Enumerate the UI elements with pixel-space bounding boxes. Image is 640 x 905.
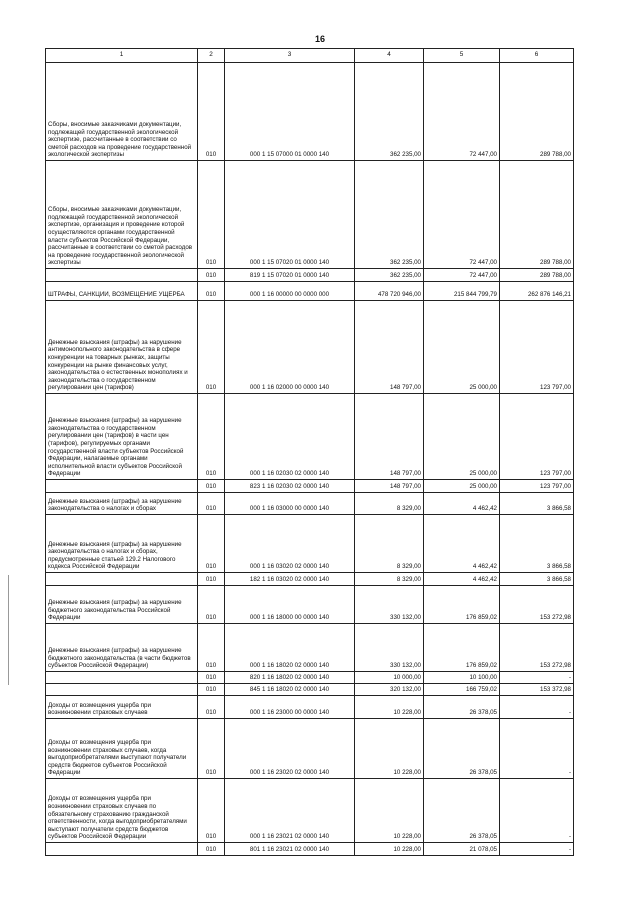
table-row: [46, 394, 574, 480]
row-value-col5: 176 859,02: [424, 624, 500, 672]
row-value-col6: 3 866,58: [500, 515, 574, 573]
row-value-col5: 10 100,00: [424, 672, 500, 684]
row-value-col5: 166 759,02: [424, 684, 500, 696]
row-value-col6: 153 272,98: [500, 586, 574, 624]
row-value-col6: 3 866,58: [500, 493, 574, 515]
row-value-col5: 4 462,42: [424, 573, 500, 586]
row-name: [46, 684, 198, 696]
row-budget-code: 000 1 16 18000 00 0000 140: [225, 586, 355, 624]
row-name: Денежные взыскания (штрафы) за нарушение законодательства о налогах и сборах: [46, 493, 198, 515]
row-name: Денежные взыскания (штрафы) за нарушение законодательства о налогах и сборах, предусмотренные статьей 129.2 Налогового кодекса Российской Федерации: [46, 515, 198, 573]
row-value-col4: 330 132,00: [355, 624, 424, 672]
row-name: Денежные взыскания (штрафы) за нарушение бюджетного законодательства (в части бюджетов субъектов Российской Федерации): [46, 624, 198, 672]
row-value-col4: 362 235,00: [355, 63, 424, 161]
row-value-col5: 26 378,05: [424, 779, 500, 843]
table-row: [46, 269, 574, 282]
row-value-col5: 215 844 799,79: [424, 282, 500, 301]
row-name: ШТРАФЫ, САНКЦИИ, ВОЗМЕЩЕНИЕ УЩЕРБА: [46, 282, 198, 301]
table-row: [46, 573, 574, 586]
table-row: [46, 779, 574, 843]
row-line-code: 010: [198, 394, 225, 480]
row-name: Доходы от возмещения ущерба при возникновении страховых случаев по обязательному страхованию гражданской ответственности, когда выгодоприобретателями выступают получатели средств бюджетов субъектов Российской Федерации: [46, 779, 198, 843]
row-budget-code: 000 1 16 23000 00 0000 140: [225, 696, 355, 719]
row-value-col6: -: [500, 696, 574, 719]
row-value-col4: 478 720 946,00: [355, 282, 424, 301]
row-value-col5: 26 378,05: [424, 719, 500, 779]
table-row: [46, 696, 574, 719]
row-value-col4: 10 228,00: [355, 696, 424, 719]
row-budget-code: 000 1 15 07020 01 0000 140: [225, 161, 355, 269]
row-line-code: 010: [198, 63, 225, 161]
row-value-col4: 8 329,00: [355, 493, 424, 515]
column-header: 5: [424, 49, 500, 63]
row-value-col4: 362 235,00: [355, 161, 424, 269]
row-value-col6: 289 788,00: [500, 63, 574, 161]
row-value-col5: 25 000,00: [424, 394, 500, 480]
row-line-code: 010: [198, 269, 225, 282]
row-budget-code: 182 1 16 03020 02 0000 140: [225, 573, 355, 586]
row-value-col5: 176 859,02: [424, 586, 500, 624]
row-value-col4: 8 329,00: [355, 573, 424, 586]
row-name: [46, 672, 198, 684]
column-header: 3: [225, 49, 355, 63]
row-value-col4: 10 228,00: [355, 719, 424, 779]
row-value-col6: -: [500, 779, 574, 843]
row-budget-code: 823 1 16 02030 02 0000 140: [225, 480, 355, 493]
table-row: [46, 684, 574, 696]
row-value-col4: 148 797,00: [355, 301, 424, 394]
row-name: Сборы, вносимые заказчиками документации, подлежащей государственной экологической экспертизе, рассчитанные в соответствии со сметой расходов на проведение государственной экологической экспертизы: [46, 63, 198, 161]
table-row: [46, 672, 574, 684]
row-name: Сборы, вносимые заказчиками документации, подлежащей государственной экологической экспертизе, организация и проведение которой осуществляются органами государственной власти субъектов Российской Федерации, рассчитанные в соответствии со сметой расходов на проведение государственной экологической экспертизы: [46, 161, 198, 269]
row-budget-code: 000 1 16 23020 02 0000 140: [225, 719, 355, 779]
column-header: 4: [355, 49, 424, 63]
table-row: [46, 624, 574, 672]
row-line-code: 010: [198, 301, 225, 394]
table-row: [46, 586, 574, 624]
row-line-code: 010: [198, 586, 225, 624]
row-budget-code: 000 1 16 03000 00 0000 140: [225, 493, 355, 515]
row-name: Денежные взыскания (штрафы) за нарушение бюджетного законодательства Российской Федерации: [46, 586, 198, 624]
row-budget-code: 000 1 16 03020 02 0000 140: [225, 515, 355, 573]
row-budget-code: 000 1 16 23021 02 0000 140: [225, 779, 355, 843]
row-value-col4: 10 000,00: [355, 672, 424, 684]
row-line-code: 010: [198, 624, 225, 672]
row-value-col4: 320 132,00: [355, 684, 424, 696]
row-value-col6: 123 797,00: [500, 394, 574, 480]
row-line-code: 010: [198, 719, 225, 779]
row-value-col4: 10 228,00: [355, 843, 424, 856]
row-line-code: 010: [198, 161, 225, 269]
row-value-col5: 25 000,00: [424, 480, 500, 493]
row-value-col4: 362 235,00: [355, 269, 424, 282]
row-name: [46, 269, 198, 282]
row-value-col4: 148 797,00: [355, 394, 424, 480]
report-table: [45, 48, 574, 856]
row-line-code: 010: [198, 779, 225, 843]
row-budget-code: 000 1 16 02030 02 0000 140: [225, 394, 355, 480]
row-line-code: 010: [198, 684, 225, 696]
row-budget-code: 819 1 15 07020 01 0000 140: [225, 269, 355, 282]
row-value-col5: 4 462,42: [424, 493, 500, 515]
row-value-col6: 123 797,00: [500, 480, 574, 493]
row-value-col4: 148 797,00: [355, 480, 424, 493]
row-budget-code: 000 1 15 07000 01 0000 140: [225, 63, 355, 161]
table-row: [46, 301, 574, 394]
row-value-col4: 330 132,00: [355, 586, 424, 624]
row-value-col5: 72 447,00: [424, 161, 500, 269]
row-name: Денежные взыскания (штрафы) за нарушение законодательства о государственном регулировании цен (тарифов) в части цен (тарифов), регулируемых органами государственной власти субъектов Российской Федерации, налагаемые органами исполнительной власти субъектов Российской Федерации: [46, 394, 198, 480]
row-value-col5: 72 447,00: [424, 63, 500, 161]
table-row: [46, 282, 574, 301]
row-name: Доходы от возмещения ущерба при возникновении страховых случаев: [46, 696, 198, 719]
row-value-col6: 262 876 146,21: [500, 282, 574, 301]
row-value-col6: 289 788,00: [500, 269, 574, 282]
row-line-code: 010: [198, 515, 225, 573]
row-budget-code: 801 1 16 23021 02 0000 140: [225, 843, 355, 856]
row-value-col6: 289 788,00: [500, 161, 574, 269]
row-value-col5: 26 378,05: [424, 696, 500, 719]
row-value-col4: 10 228,00: [355, 779, 424, 843]
row-line-code: 010: [198, 696, 225, 719]
row-name: Денежные взыскания (штрафы) за нарушение антимонопольного законодательства в сфере конкуренции на товарных рынках, защиты конкуренции на рынке финансовых услуг, законодательства о естественных монополиях и законодательства о государственном регулировании цен (тарифов): [46, 301, 198, 394]
row-budget-code: 845 1 16 18020 02 0000 140: [225, 684, 355, 696]
column-header: 6: [500, 49, 574, 63]
table-row: [46, 843, 574, 856]
column-header: 1: [46, 49, 198, 63]
row-line-code: 010: [198, 672, 225, 684]
table-row: [46, 161, 574, 269]
table-row: [46, 719, 574, 779]
row-line-code: 010: [198, 843, 225, 856]
row-name: Доходы от возмещения ущерба при возникновении страховых случаев, когда выгодоприобретателями выступают получатели средств бюджетов субъектов Российской Федерации: [46, 719, 198, 779]
table-row: [46, 515, 574, 573]
row-budget-code: 000 1 16 02000 00 0000 140: [225, 301, 355, 394]
row-value-col5: 72 447,00: [424, 269, 500, 282]
page-number: 16: [314, 34, 325, 44]
row-value-col5: 4 462,42: [424, 515, 500, 573]
row-budget-code: 000 1 16 00000 00 0000 000: [225, 282, 355, 301]
table-header-row: [46, 49, 574, 63]
row-value-col5: 25 000,00: [424, 301, 500, 394]
column-header: 2: [198, 49, 225, 63]
row-name: [46, 573, 198, 586]
table-row: [46, 63, 574, 161]
row-value-col6: 123 797,00: [500, 301, 574, 394]
row-value-col6: 153 272,98: [500, 624, 574, 672]
row-value-col6: -: [500, 843, 574, 856]
scan-edge-mark: [8, 575, 9, 685]
row-line-code: 010: [198, 493, 225, 515]
row-value-col6: 3 866,58: [500, 573, 574, 586]
row-value-col6: 153 372,98: [500, 684, 574, 696]
row-value-col5: 21 078,05: [424, 843, 500, 856]
row-name: [46, 843, 198, 856]
table-row: [46, 480, 574, 493]
table-row: [46, 493, 574, 515]
row-name: [46, 480, 198, 493]
row-line-code: 010: [198, 480, 225, 493]
row-value-col6: -: [500, 719, 574, 779]
row-value-col4: 8 329,00: [355, 515, 424, 573]
row-budget-code: 820 1 16 18020 02 0000 140: [225, 672, 355, 684]
row-value-col6: -: [500, 672, 574, 684]
row-line-code: 010: [198, 573, 225, 586]
row-budget-code: 000 1 16 18020 02 0000 140: [225, 624, 355, 672]
row-line-code: 010: [198, 282, 225, 301]
